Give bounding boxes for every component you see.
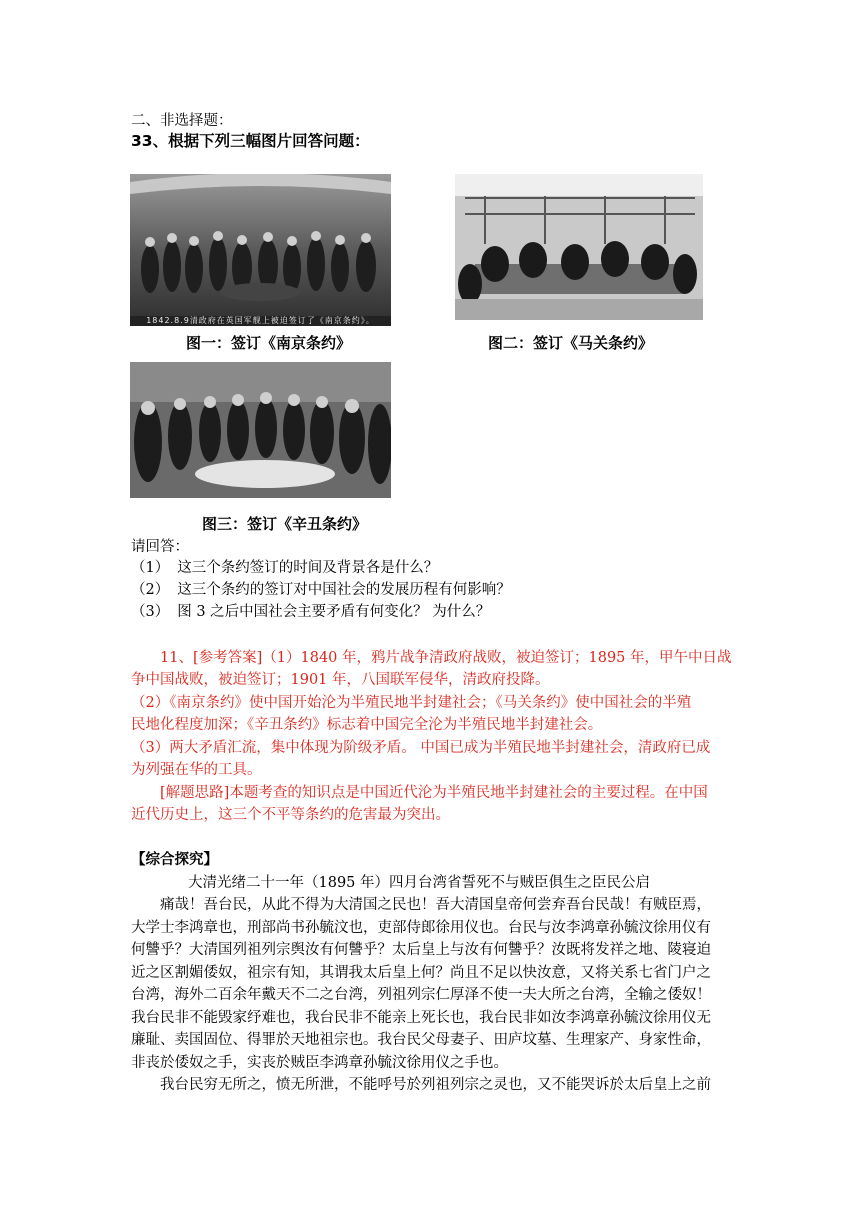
sub-question-2: [131, 579, 511, 601]
figure-1-photo-strip: 1842.8.9清政府在英国军舰上被迫签订了《南京条约》。: [130, 316, 391, 326]
proclamation-title: 大清光绪二十一年（1895 年）四月台湾省誓死不与贼臣俱生之臣民公启: [188, 875, 651, 891]
sub-question-num: （3）: [131, 604, 170, 620]
answer-prompt: 请回答：: [131, 539, 189, 555]
question-title: 33、根据下列三幅图片回答问题：: [131, 132, 370, 150]
sub-question-3: [131, 601, 490, 623]
sub-question-1: [131, 557, 438, 579]
proclamation-line: 近之区割媚倭奴，祖宗有知，其谓我太后皇上何？尚且不足以快汝意，又将关系七省门户之: [131, 965, 711, 981]
inquiry-heading: 【综合探究】: [131, 851, 218, 868]
sub-question-num: （2）: [131, 582, 170, 598]
sub-question-num: （1）: [131, 560, 170, 576]
answer-line: （3）两大矛盾汇流，集中体现为阶级矛盾。 中国已成为半殖民地半封建社会，清政府已成: [131, 740, 711, 756]
figure-3-caption: 图三：签订《辛丑条约》: [202, 515, 368, 533]
proclamation-line: 非丧於倭奴之手，实丧於贼臣李鸿章孙毓汶徐用仪之手也。: [131, 1055, 508, 1071]
answer-line: 为列强在华的工具。: [131, 762, 262, 778]
proclamation-line: 台湾，海外二百余年戴天不二之台湾，列祖列宗仁厚泽不使一夫大所之台湾，全输之倭奴！: [131, 987, 711, 1003]
answer-line: 民地化程度加深；《辛丑条约》标志着中国完全沦为半殖民地半封建社会。: [131, 717, 603, 733]
figure-1-caption: 图一：签订《南京条约》: [186, 334, 352, 352]
answer-line: 近代历史上，这三个不平等条约的危害最为突出。: [131, 807, 450, 823]
proclamation-line: 我台民穷无所之，愤无所泄，不能呼号於列祖列宗之灵也，又不能哭诉於太后皇上之前: [160, 1077, 711, 1093]
proclamation-line: 我台民非不能毁家纾难也，我台民非不能亲上死长也，我台民非如汝李鸿章孙毓汶徐用仪无: [131, 1010, 711, 1026]
answer-line: 11、[参考答案]（1）1840 年，鸦片战争清政府战败，被迫签订；1895 年，甲午中日战: [160, 650, 732, 666]
sub-question-text: 图 3 之后中国社会主要矛盾有何变化？ 为什么？: [177, 604, 491, 620]
answer-line: 争中国战败，被迫签订；1901 年，八国联军侵华，清政府投降。: [131, 672, 550, 688]
sub-question-text: 这三个条约的签订对中国社会的发展历程有何影响？: [177, 582, 511, 598]
figure-2-caption: 图二：签订《马关条约》: [488, 334, 654, 352]
section-heading: 二、非选择题：: [131, 113, 233, 129]
answer-line: [解题思路]本题考查的知识点是中国近代沦为半殖民地半封建社会的主要过程。在中国: [160, 785, 708, 801]
proclamation-line: 大学士李鸿章也，刑部尚书孙毓汶也，吏部侍郎徐用仪也。台民与汝李鸿章孙毓汶徐用仪有: [131, 920, 711, 936]
proclamation-line: 痛哉！吾台民，从此不得为大清国之民也！吾大清国皇帝何尝弃吾台民哉！有贼臣焉，: [160, 897, 711, 913]
figure-3-photo: [130, 362, 391, 498]
figure-1-photo: [130, 174, 391, 326]
sub-question-text: 这三个条约签订的时间及背景各是什么？: [177, 560, 439, 576]
proclamation-line: 廉耻、卖国固位、得罪於天地祖宗也。我台民父母妻子、田庐坟墓、生理家产、身家性命，: [131, 1032, 711, 1048]
proclamation-line: 何讐乎？大清国列祖列宗舆汝有何讐乎？太后皇上与汝有何讐乎？汝既将发祥之地、陵寝迫: [131, 942, 711, 958]
answer-line: （2）《南京条约》使中国开始沦为半殖民地半封建社会；《马关条约》使中国社会的半殖: [131, 695, 692, 711]
figure-2-photo: [455, 174, 703, 320]
